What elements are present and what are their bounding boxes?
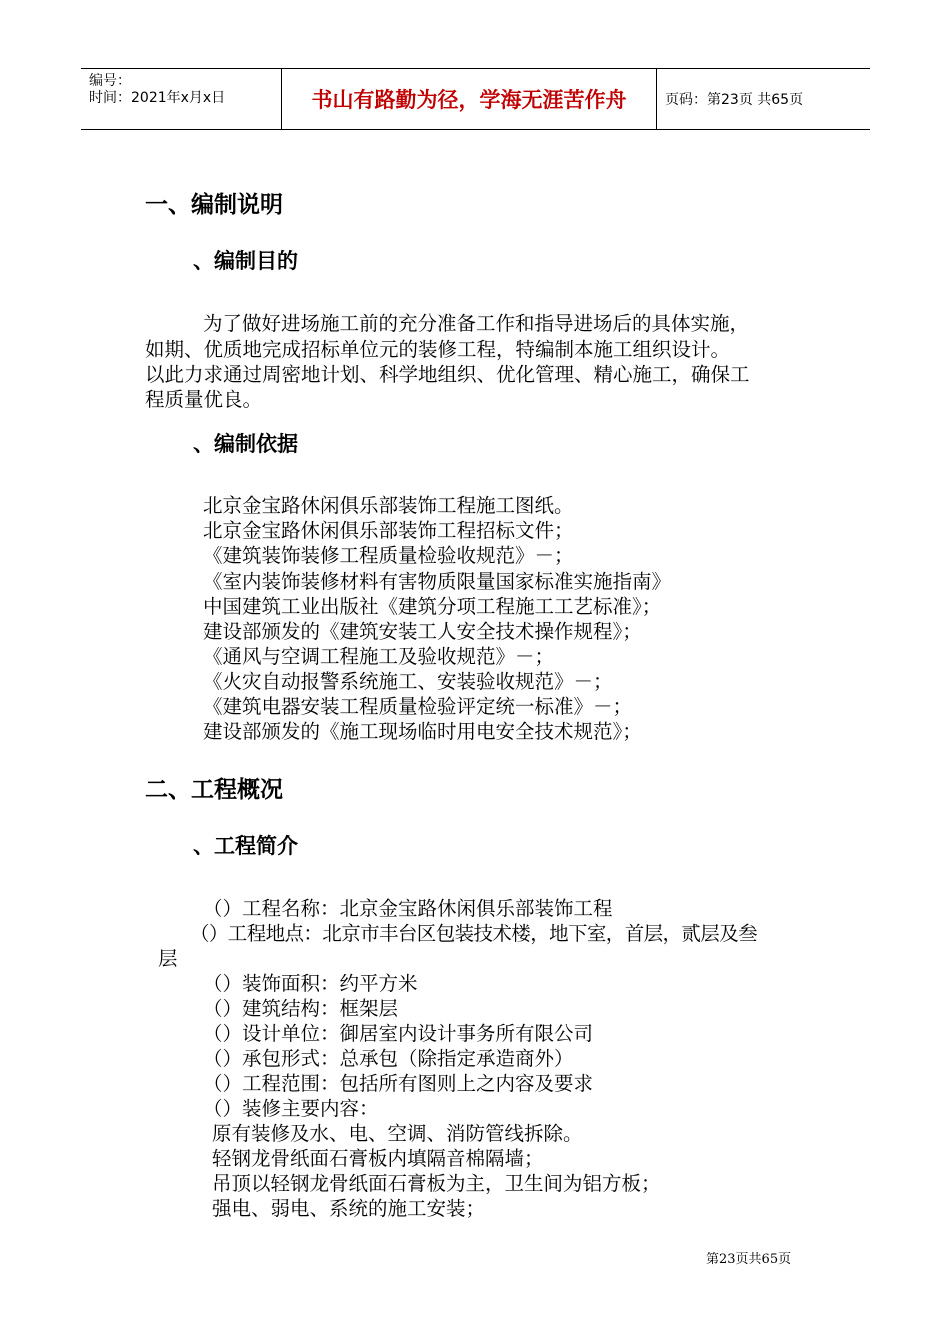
page-header xyxy=(81,68,870,130)
basis-item: 《建筑电器安装工程质量检验评定统一标准》－； xyxy=(203,695,633,718)
basis-item: 北京金宝路休闲俱乐部装饰工程施工图纸。 xyxy=(203,494,574,517)
section1-title: 一、编制说明 xyxy=(145,192,283,218)
basis-item: 《通风与空调工程施工及验收规范》－； xyxy=(203,645,555,668)
overview-item: 层 xyxy=(158,947,178,970)
paragraph-line: 如期、优质地完成招标单位元的装修工程，特编制本施工组织设计。 xyxy=(145,338,731,361)
footer-page-number: 第23页共65页 xyxy=(706,1252,792,1267)
basis-item: 北京金宝路休闲俱乐部装饰工程招标文件； xyxy=(203,519,574,542)
content-item: 轻钢龙骨纸面石膏板内填隔音棉隔墙； xyxy=(212,1147,544,1170)
basis-item: 《室内装饰装修材料有害物质限量国家标准实施指南》 xyxy=(203,570,672,593)
overview-item: （）装饰面积：约平方米 xyxy=(203,972,418,995)
basis-item: 建设部颁发的《建筑安装工人安全技术操作规程》； xyxy=(203,620,642,643)
section2-title: 二、工程概况 xyxy=(145,777,283,803)
paragraph-line: 程质量优良。 xyxy=(145,388,263,411)
section2-sub1-title: 、工程简介 xyxy=(193,834,298,858)
overview-item: （）建筑结构：框架层 xyxy=(203,997,399,1020)
overview-item: （）设计单位：御居室内设计事务所有限公司 xyxy=(203,1022,594,1045)
content-item: 吊顶以轻钢龙骨纸面石膏板为主，卫生间为铝方板； xyxy=(212,1172,661,1195)
header-motto: 书山有路勤为径，学海无涯苦作舟 xyxy=(281,69,657,129)
basis-item: 《建筑装饰装修工程质量检验收规范》－； xyxy=(203,544,574,567)
content-item: 强电、弱电、系统的施工安装； xyxy=(212,1197,486,1220)
time-label: 时间：2021年x月x日 xyxy=(89,90,226,106)
paragraph-line: 以此力求通过周密地计划、科学地组织、优化管理、精心施工，确保工 xyxy=(145,363,750,386)
overview-item: （）工程范围：包括所有图则上之内容及要求 xyxy=(203,1072,594,1095)
header-meta xyxy=(81,69,281,129)
overview-item: （）承包形式：总承包（除指定承造商外） xyxy=(203,1047,574,1070)
overview-item: （）工程名称：北京金宝路休闲俱乐部装饰工程 xyxy=(203,897,613,920)
basis-item: 中国建筑工业出版社《建筑分项工程施工工艺标准》； xyxy=(203,595,662,618)
basis-item: 《火灾自动报警系统施工、安装验收规范》－； xyxy=(203,670,613,693)
content-item: 原有装修及水、电、空调、消防管线拆除。 xyxy=(212,1122,583,1145)
basis-item: 建设部颁发的《施工现场临时用电安全技术规范》； xyxy=(203,720,642,743)
section1-sub2-title: 、编制依据 xyxy=(193,432,298,456)
serial-label: 编号： xyxy=(89,73,131,89)
header-page-number: 页码：第23页 共65页 xyxy=(665,92,804,108)
section1-sub1-title: 、编制目的 xyxy=(193,249,298,273)
paragraph-line: 为了做好进场施工前的充分准备工作和指导进场后的具体实施， xyxy=(203,312,750,335)
overview-item: （）装修主要内容： xyxy=(203,1097,379,1120)
overview-item: （）工程地点：北京市丰台区包装技术楼，地下室，首层，贰层及叁 xyxy=(190,922,758,945)
